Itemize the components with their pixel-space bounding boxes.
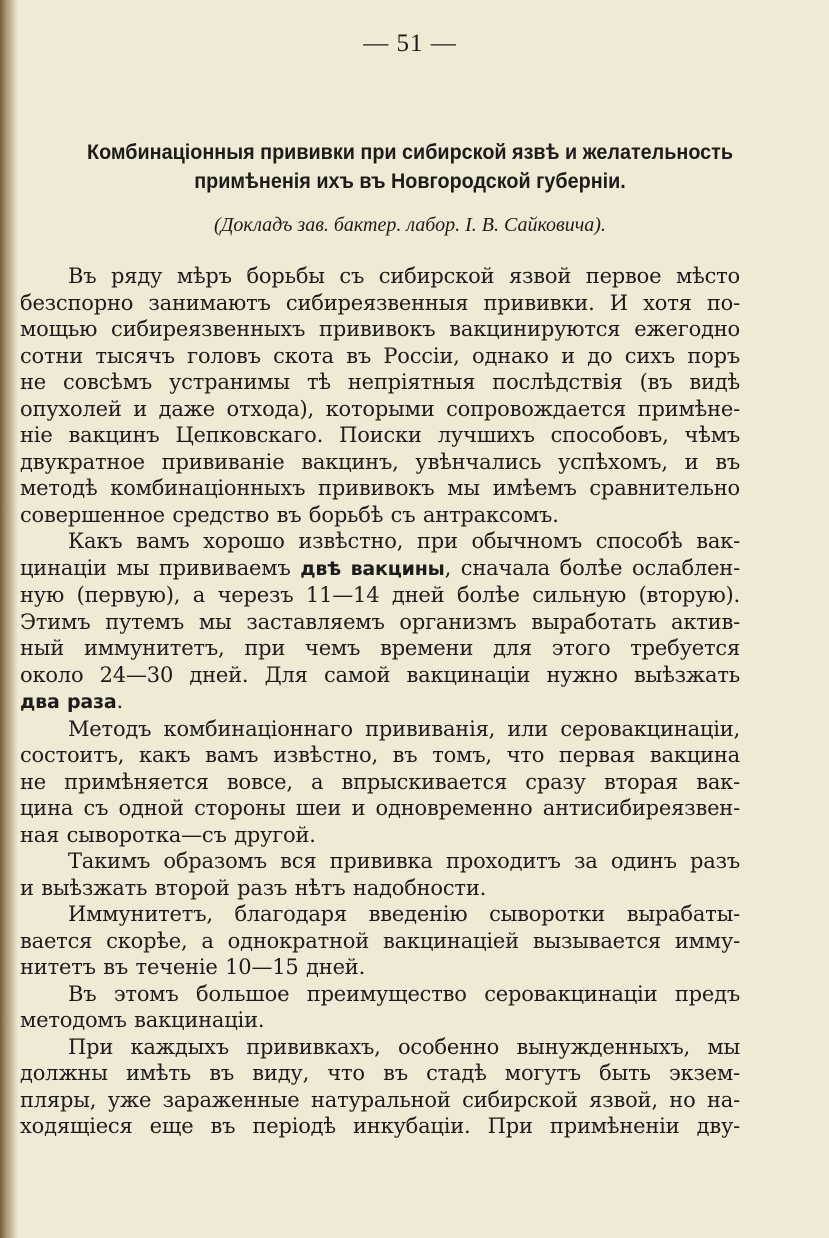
text-line: При каждыхъ прививкахъ, особенно вынужденныхъ, мы bbox=[68, 1034, 740, 1059]
text-line: ный иммунитетъ, при чемъ времени для этого требуется bbox=[20, 636, 740, 660]
book-binding-edge bbox=[0, 0, 18, 1238]
text-line: Иммунитетъ, благодаря введенію сыворотки вырабаты- bbox=[68, 902, 740, 926]
text-line: сотни тысячъ головъ скота въ Россіи, однако и до сихъ поръ bbox=[20, 343, 740, 368]
text-line: цина съ одной стороны шеи и одновременно антисибиреязвен- bbox=[20, 796, 740, 820]
article-body bbox=[20, 263, 740, 1140]
article-byline: (Докладъ зав. бактер. лабор. І. В. Сайковича). bbox=[214, 214, 606, 236]
text-line: должны имѣть въ виду, что въ стадѣ могутъ быть экзем- bbox=[20, 1061, 740, 1085]
text-line: около 24—30 дней. Для самой вакцинаціи нужно выѣзжать bbox=[20, 662, 740, 687]
text-line: Методъ комбинаціоннаго прививанія, или серовакцинаціи, bbox=[68, 716, 740, 741]
text-line: совершенное средство въ борьбѣ съ антраксомъ. bbox=[20, 502, 559, 527]
text-line: методѣ комбинаціонныхъ прививокъ мы имѣемъ сравнительно bbox=[20, 476, 740, 500]
text-fragment: , сначала болѣе ослаблен- bbox=[444, 555, 740, 580]
text-line: состоитъ, какъ вамъ извѣстно, въ томъ, что первая вакцина bbox=[20, 743, 740, 767]
text-line: Этимъ путемъ мы заставляемъ организмъ выработать актив- bbox=[20, 609, 740, 634]
text-line: безспорно занимаютъ сибиреязвенныя прививки. И хотя по- bbox=[20, 290, 740, 315]
text-line: два раза. bbox=[20, 689, 123, 713]
title-line-2: примѣненія ихъ въ Новгородской губерніи. bbox=[194, 169, 626, 193]
text-line: не совсѣмъ устранимы тѣ непріятныя послѣдствія (въ видѣ bbox=[20, 370, 740, 394]
text-line: ная сыворотка—съ другой. bbox=[20, 822, 316, 847]
text-line: Какъ вамъ хорошо извѣстно, при обычномъ способѣ вак- bbox=[68, 529, 740, 553]
text-line: методомъ вакцинаціи. bbox=[20, 1008, 265, 1032]
text-line: ную (первую), а черезъ 11—14 дней болѣе сильную (вторую). bbox=[20, 583, 740, 607]
article-title bbox=[70, 138, 751, 196]
text-line: двукратное прививаніе вакцинъ, увѣнчались успѣхомъ, и въ bbox=[20, 449, 740, 474]
text-line: нитетъ въ теченіе 10—15 дней. bbox=[20, 955, 366, 979]
text-line: вается скорѣе, а однократной вакцинаціей вызывается имму- bbox=[20, 928, 740, 953]
page-number: — 51 — bbox=[363, 30, 457, 57]
text-line: Въ этомъ большое преимущество серовакцинаціи предъ bbox=[68, 981, 740, 1006]
text-line bbox=[20, 555, 740, 583]
text-line: мощью сибиреязвенныхъ прививокъ вакцинируются ежегодно bbox=[20, 317, 740, 341]
text-line: ніе вакцинъ Цепковскаго. Поиски лучшихъ способовъ, чѣмъ bbox=[20, 423, 740, 447]
text-line: ходящіеся еще въ періодѣ инкубаціи. При примѣненіи дву- bbox=[20, 1114, 740, 1138]
text-line: Въ ряду мѣръ борьбы съ сибирской язвой первое мѣсто bbox=[68, 264, 740, 288]
text-line: пляры, уже зараженные натуральной сибирской язвой, но на- bbox=[20, 1087, 740, 1112]
book-page bbox=[20, 0, 820, 1238]
text-line: и выѣзжать второй разъ нѣтъ надобности. bbox=[20, 875, 487, 900]
emphasized-text: двѣ вакцины bbox=[300, 557, 445, 580]
text-line: не примѣняется вовсе, а впрыскивается сразу вторая вак- bbox=[20, 769, 740, 794]
emphasized-text: два раза bbox=[20, 691, 117, 713]
text-fragment: цинаціи мы прививаемъ bbox=[20, 555, 301, 580]
text-line: Такимъ образомъ вся прививка проходитъ за одинъ разъ bbox=[68, 849, 740, 873]
text-line: опухолей и даже отхода), которыми сопровождается примѣне- bbox=[20, 396, 740, 421]
title-line-1: Комбинаціонныя прививки при сибирской язвѣ и желательность bbox=[86, 140, 734, 164]
